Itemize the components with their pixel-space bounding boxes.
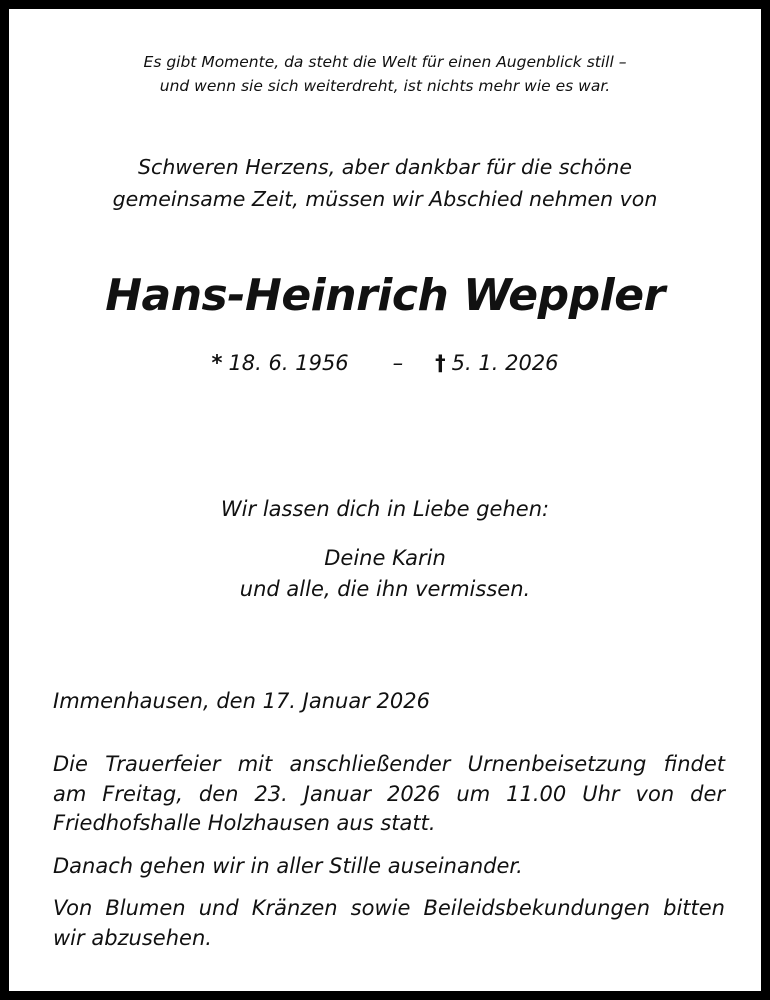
motto-line: und wenn sie sich weiterdreht, ist nichts mehr wie es war. <box>159 77 611 95</box>
family-line: Deine Karin <box>324 546 446 570</box>
motto-line: Es gibt Momente, da steht die Welt für einen Augenblick still – <box>143 53 627 71</box>
intro-line: gemeinsame Zeit, müssen wir Abschied nehmen von <box>112 187 658 211</box>
ceremony-line: Die Trauerfeier mit anschließender Urnenbeisetzung findet <box>53 752 725 776</box>
ceremony-info <box>53 750 725 839</box>
flowers-request <box>53 894 725 953</box>
intro-text <box>9 151 761 215</box>
death-date-group <box>435 347 558 379</box>
deceased-name: Hans-Heinrich Weppler <box>105 270 665 321</box>
death-cross-icon: † <box>435 351 446 375</box>
birth-date-group <box>211 347 348 379</box>
farewell-text: Wir lassen dich in Liebe gehen: <box>220 497 550 521</box>
after-ceremony-note: Danach gehen wir in aller Stille auseinander. <box>53 854 523 878</box>
death-date: 5. 1. 2026 <box>451 351 559 375</box>
place-date: Immenhausen, den 17. Januar 2026 <box>53 689 430 713</box>
life-dates <box>9 347 761 379</box>
birth-date: 18. 6. 1956 <box>228 351 349 375</box>
family-line: und alle, die ihn vermissen. <box>239 577 531 601</box>
motto <box>9 50 761 98</box>
date-dash: – <box>392 351 404 375</box>
birth-star-icon: * <box>211 351 223 375</box>
flowers-line: wir abzusehen. <box>53 925 212 950</box>
family-signature <box>9 543 761 605</box>
intro-line: Schweren Herzens, aber dankbar für die schöne <box>138 155 632 179</box>
ceremony-line: Friedhofshalle Holzhausen aus statt. <box>53 811 436 835</box>
flowers-line: Von Blumen und Kränzen sowie Beileidsbekundungen bitten <box>53 896 725 920</box>
ceremony-line: am Freitag, den 23. Januar 2026 um 11.00 Uhr von der <box>53 781 725 806</box>
